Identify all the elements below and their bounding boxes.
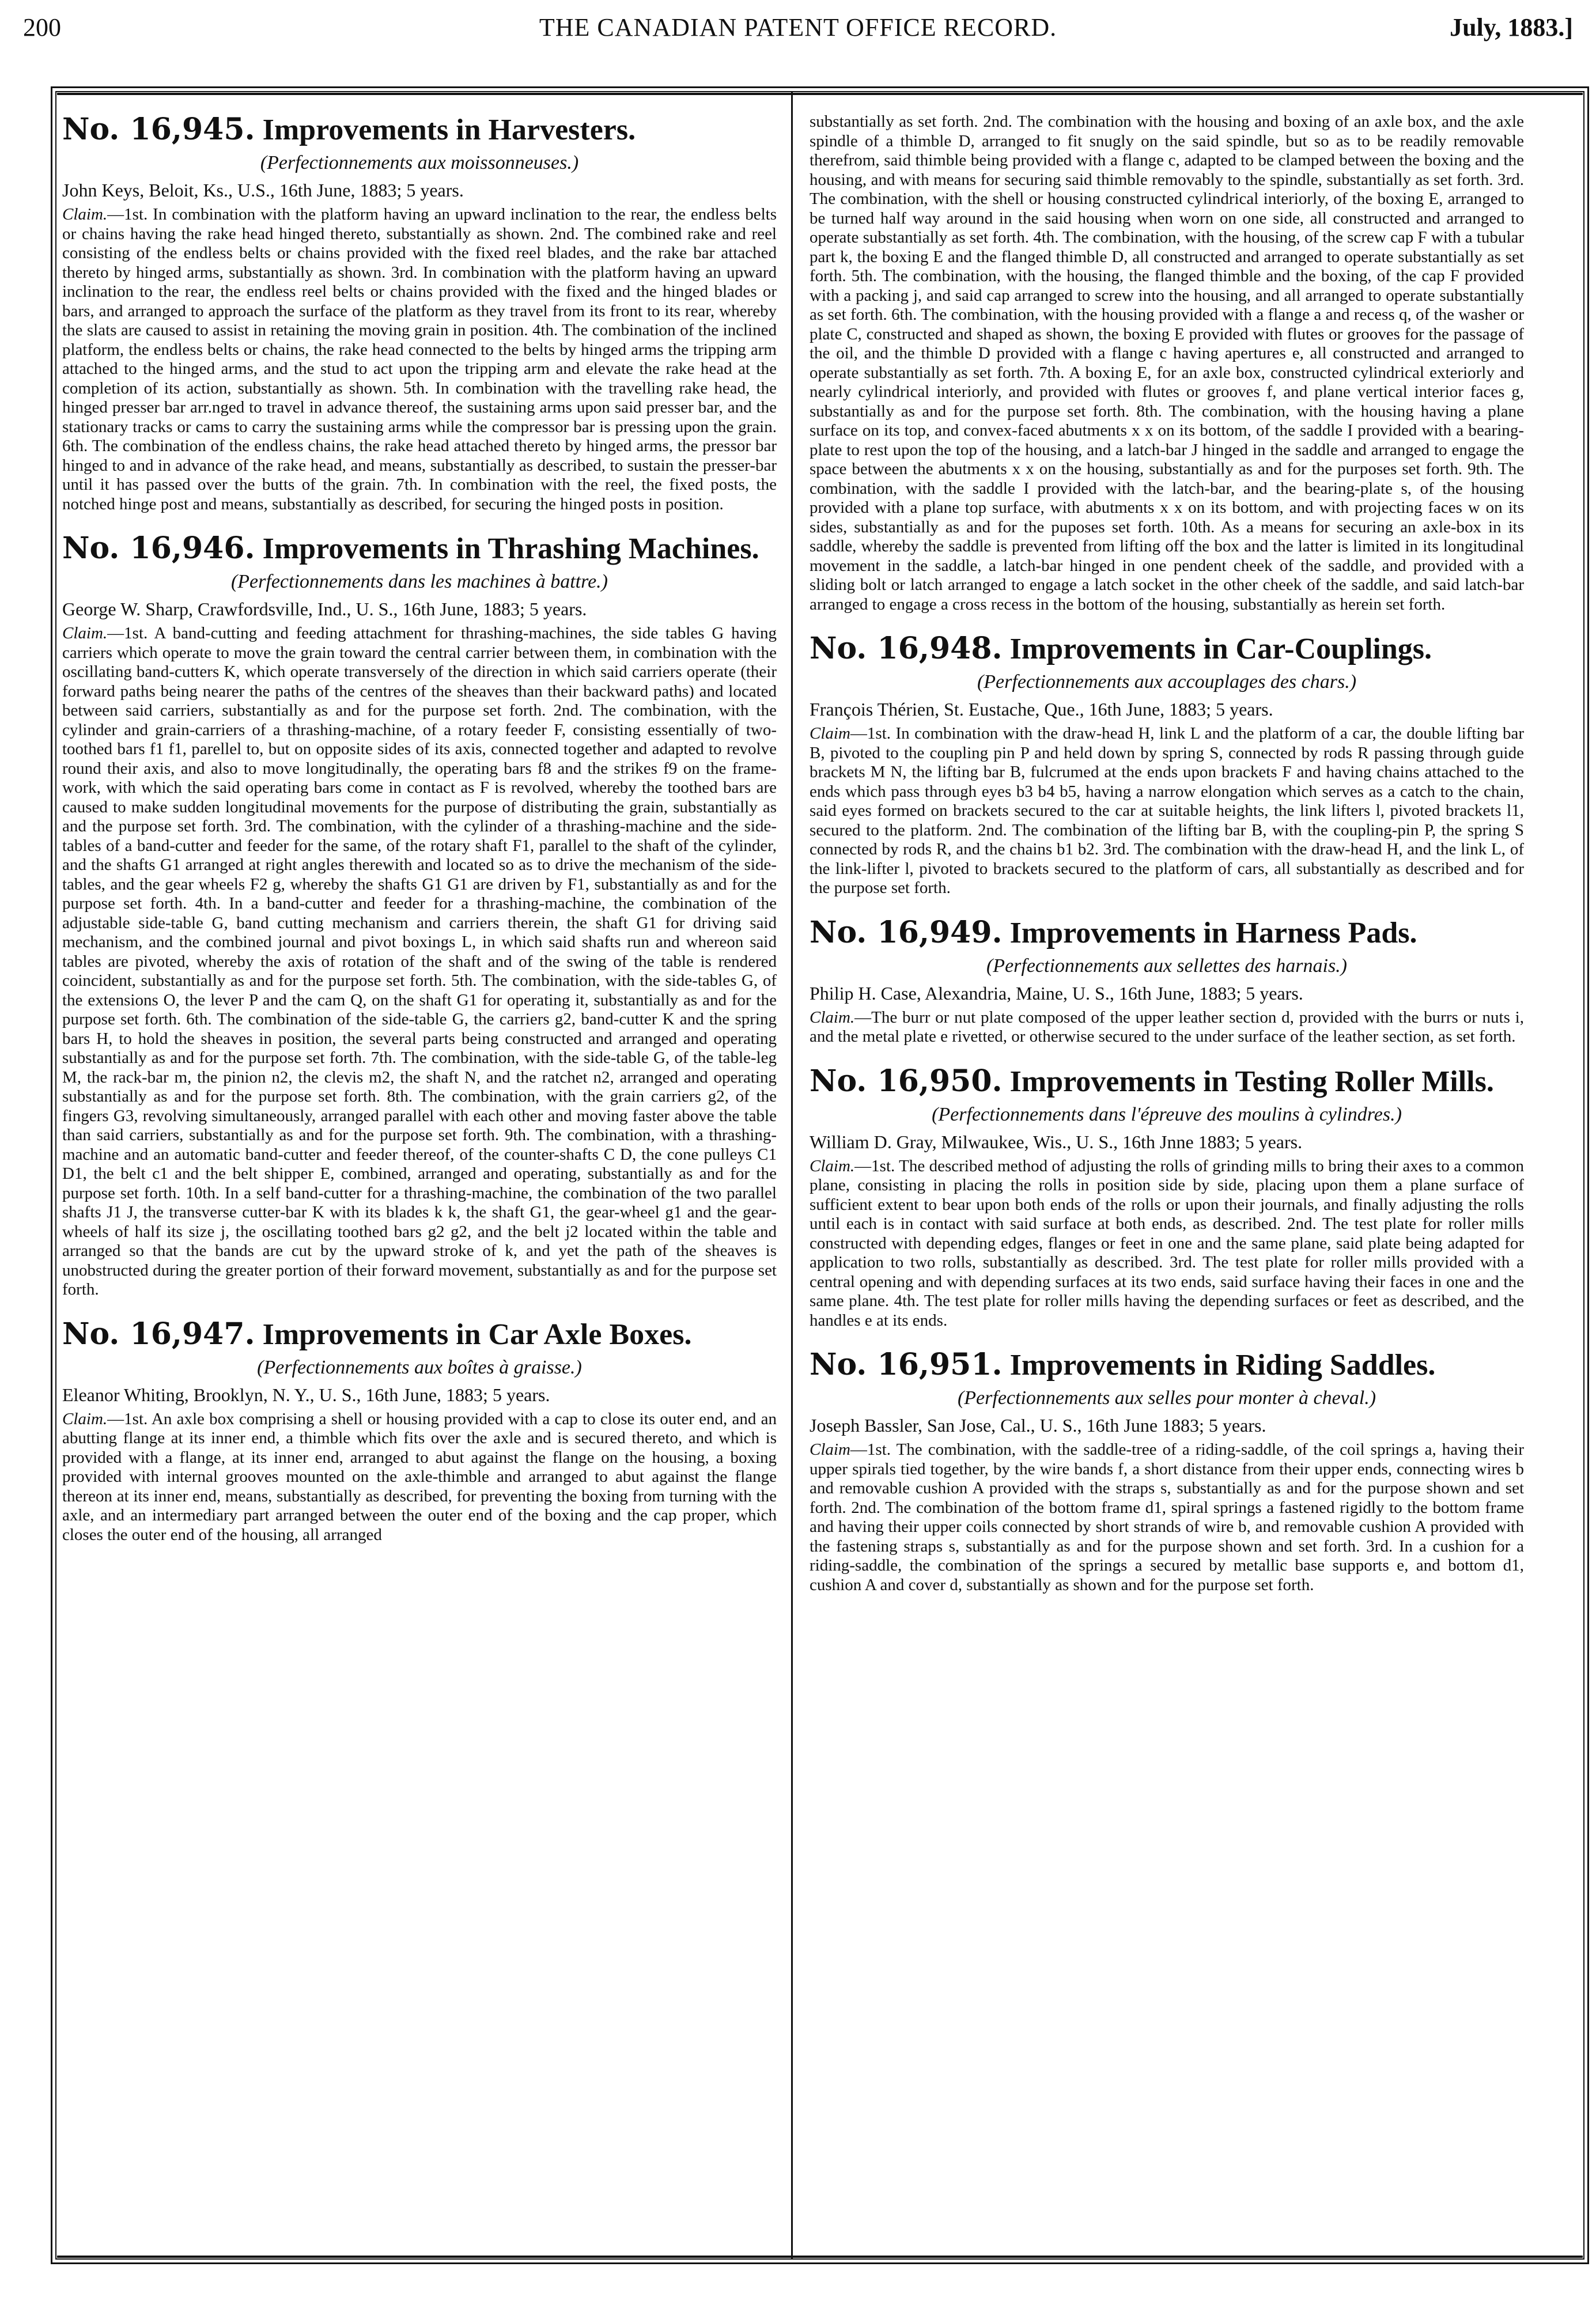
patent-entry [62,531,777,1300]
applicant-line: Philip H. Case, Alexandria, Maine, U. S., 16th June, 1883; 5 years. [810,982,1303,1004]
claim-text [810,724,1524,898]
patent-title: Improvements in Riding Saddles. [1009,1349,1436,1382]
applicant-line: Joseph Bassler, San Jose, Cal., U. S., 16th June 1883; 5 years. [810,1415,1266,1436]
claim-label: Claim [810,724,850,743]
claim-text [810,1008,1524,1047]
claim-body: —1st. An axle box comprising a shell or housing provided with a cap to close its outer end, and an abutting flange at its inner end, a thimble which fits over the axle and is secured thereto, and which is provided with a flange, at its inner end, arranged to abut against the flange on the housing, a boxing provided with internal grooves mounted on the axle-thimble and arranged to abut against the flange thereon at its inner end, means, substantially as described, for preventing the boxing from turning with the axle, and an intermediary part arranged between the outer end of the boxing and the cap proper, which closes the outer end of the housing, all arranged [62,1409,777,1544]
claim-text [62,1410,777,1545]
patent-heading [62,1317,777,1352]
claim-label: Claim. [810,1156,855,1175]
page-number: 200 [23,13,61,41]
french-title: (Perfectionnements aux moissonneuses.) [260,152,579,173]
applicant-line: Eleanor Whiting, Brooklyn, N. Y., U. S., 16th June, 1883; 5 years. [62,1384,550,1405]
patent-heading [810,1064,1524,1099]
right-column [810,112,1524,1612]
patent-title: Improvements in Harvesters. [262,113,636,146]
claim-text [62,624,777,1300]
patent-entry [810,631,1524,898]
patent-number: No. 16,950. [810,1063,1003,1099]
claim-label: Claim. [62,624,108,642]
patent-number: No. 16,947. [62,1316,255,1352]
applicant-line: George W. Sharp, Crawfordsville, Ind., U. S., 16th June, 1883; 5 years. [62,599,587,619]
issue-date: July, 1883.] [1450,13,1573,41]
patent-number: No. 16,951. [810,1347,1003,1382]
patent-entry [62,1317,777,1545]
patent-number: No. 16,948. [810,631,1003,666]
claim-text [810,1440,1524,1595]
patent-title: Improvements in Car Axle Boxes. [262,1318,692,1351]
patent-entry [810,1064,1524,1331]
claim-body: —1st. The described method of adjusting the rolls of grinding mills to bring their axes to a common plane, consisting in placing the rolls in position side by side, placing upon them a plane surface of sufficient extent to bear upon both ends of the rolls or upon their journals, and finally adjusting the rolls until each is in contact with said surface at both ends, as described. 2nd. The test plate for roller mills constructed with depending edges, flanges or feet in one and the same plane, said plate being adapted for application to two rolls, substantially as described. 3rd. The test plate for roller mills provided with a central opening and with depending surfaces at its two ends, said surface having their faces in one and the same plane. 4th. The test plate for roller mills having the depending surfaces or feet as described, and the handles e at its ends. [810,1156,1524,1330]
french-title: (Perfectionnements dans les machines à battre.) [230,571,608,592]
patent-number: No. 16,949. [810,914,1003,950]
publication-title: THE CANADIAN PATENT OFFICE RECORD. [539,13,1057,41]
french-title: (Perfectionnements aux sellettes des harnais.) [986,955,1347,977]
claim-label: Claim. [62,1409,108,1428]
patent-entry [810,915,1524,1047]
left-column [62,112,777,1562]
french-title: (Perfectionnements dans l'épreuve des moulins à cylindres.) [932,1103,1402,1125]
french-title: (Perfectionnements aux boîtes à graisse.) [257,1356,582,1378]
patent-title: Improvements in Car-Couplings. [1009,633,1432,665]
claim-text [810,1157,1524,1331]
patent-heading [62,112,777,147]
claim-label: Claim. [62,205,108,224]
applicant-line: John Keys, Beloit, Ks., U.S., 16th June, 1883; 5 years. [62,180,464,200]
patent-entry [62,112,777,514]
claim-body: —1st. In combination with the platform having an upward inclination to the rear, the endless belts or chains having the rake head hinged thereto, substantially as shown. 2nd. The combined rake and reel consisting of the endless belts or chains provided with the fixed reel blades, and the rake bar attached thereto by hinged arms, substantially as shown. 3rd. In combination with the platform having an upward inclination to the rear, the endless reel belts or chains provided with the fixed and the hinged blades or bars, and arranged to approach the surface of the platform as they travel from its front to its rear, whereby the slats are caused to assist in retaining the moving grain in position. 4th. The combination of the inclined platform, the endless belts or chains, the rake head connected to the belts by hinged arms the tripping arm attached to the hinged arms, and the stud to act upon the tripping arm and elevate the rake head at the completion of its action, substantially as shown. 5th. In combination with the travelling rake head, the hinged presser bar arr.nged to travel in advance thereof, the sustaining arms upon said presser bar, and the stationary tracks or cams to carry the sustaining arms while the compressor bar is pressing upon the grain. 6th. The combination of the endless chains, the rake head attached thereto by hinged arms, the pressor bar hinged to and in advance of the rake head, and means, substantially as described, to sustain the presser-bar until it has passed over the butts of the grain. 7th. In combination with the reel, the fixed posts, the notched hinge post and means, substantially as described, for securing the hinged posts in position. [62,205,777,513]
patent-number: No. 16,945. [62,112,255,147]
patent-title: Improvements in Testing Roller Mills. [1009,1065,1494,1098]
patent-heading [62,531,777,566]
french-title: (Perfectionnements aux selles pour monter à cheval.) [957,1387,1376,1409]
patent-heading [810,915,1524,951]
patent-entry-continued [810,112,1524,614]
claim-label: Claim [810,1440,850,1459]
page-header [23,8,1573,48]
patent-heading [810,631,1524,667]
patent-entry [810,1348,1524,1595]
patent-heading [810,1348,1524,1383]
claim-body: —1st. A band-cutting and feeding attachment for thrashing-machines, the side tables G having carriers which operate to move the grain toward the central carrier between them, in combination with the oscillating band-cutters K, which operate transversely of the direction in which said carriers operate (their forward paths being nearer the paths of the centres of the sheaves than their backward paths) and located between said carriers, substantially as and for the purpose set forth. 2nd. The combination, with the cylinder and grain-carriers of a thrashing-machine, of a rotary feeder F, consisting essentially of two-toothed bars f1 f1, parellel to, but on opposite sides of its axis, connected together and adapted to revolve round their axis, and also to move longitudinally, the operating bars f8 and the strikes f9 on the frame-work, with which the said operating bars come in contact as F is revolved, whereby the toothed bars are caused to make sudden longitudinal movements for the purpose of distributing the grain, substantially as and the purpose set forth. 3rd. The combination, with the cylinder of a thrashing-machine and the side-tables of a band-cutter and feeder for the same, of the rotary shaft F1, parallel to the shaft of the cylinder, and the shafts G1 arranged at right angles therewith and located so as to drive the mechanism of the side-tables, and the gear wheels F2 g, whereby the shafts G1 G1 are driven by F1, substantially as and for the purpose set forth. 4th. In a band-cutter and feeder for a thrashing-machine, the combination of the adjustable side-table G, band cutting mechanism and carriers therein, the shaft G1 for driving said mechanism, and the combined journal and pivot boxings L, in which said shafts run and whereon said tables are pivoted, whereby the axis of rotation of the shaft and of the swing of the table is rendered coincident, substantially as and for the purpose set forth. 5th. The combination, with the side-tables G, of the extensions O, the lever P and the cam Q, on the shaft G1 for operating it, substantially as and for the purpose set forth. 6th. The combination of the side-table G, the carriers g2, band-cutter K and the spring bars H, to hold the sheaves in position, the several parts being constructed and arranged and operating substantially as and for the purpose set forth. 7th. The combination, with the side-table G, of the table-leg M, the rack-bar m, the pinion n2, the clevis m2, the shaft N, and the ratchet n2, arranged and operating substantially as and for the purpose set forth. 8th. The combination, with the grain carriers g2, of the fingers G3, revolving simultaneously, arranged parallel with each other and moving faster above the table than said carriers, substantially as and for the purpose set forth. 9th. The combination, with a thrashing-machine and an automatic band-cutter and feeder thereof, of the counter-shafts C D, the cone pulleys C1 D1, the belt c1 and the belt shipper E, combined, arranged and operating, substantially as and for the purpose set forth. 10th. In a self band-cutter for a thrashing-machine, the combination of the two parallel shafts J1 J, the transverse cutter-bar K with its blades k k, the shaft G1, the gear-wheel g1 and the gear-wheels of half its size j, the oscillating toothed bars g2 g2, and the belt j2 located within the table and arranged so that the bands are cut by the upward stroke of k, and yet the path of the sheaves is unobstructed during the greater portion of their forward movement, substantially as and for the purpose set forth. [62,624,777,1299]
french-title: (Perfectionnements aux accouplages des chars.) [977,671,1357,693]
claim-label: Claim. [810,1008,855,1027]
patent-title: Improvements in Harness Pads. [1009,916,1417,949]
claim-body: —1st. In combination with the draw-head H, link L and the platform of a car, the double lifting bar B, pivoted to the coupling pin P and held down by spring S, connected by rods R passing through guide brackets M N, the lifting bar B, fulcrumed at the ends upon brackets F and having chains attached to the ends which pass through eyes b3 b4 b5, having a narrow elongation which serves as a catch to the chain, said eyes formed on brackets secured to the car at suitable heights, the link lifters l, pivoted brackets l1, secured to the platform. 2nd. The combination of the lifting bar B, with the coupling-pin P, the spring S connected by rods R, and the chains b1 b2. 3rd. The combination with the draw-head H, and the link L, of the link-lifter l, pivoted to brackets secured to the platform of cars, all substantially as described and for the purpose set forth. [810,724,1524,897]
applicant-line: William D. Gray, Milwaukee, Wis., U. S., 16th Jnne 1883; 5 years. [810,1131,1303,1152]
applicant-line: François Thérien, St. Eustache, Que., 16th June, 1883; 5 years. [810,699,1273,720]
column-divider [791,92,793,2258]
patent-title: Improvements in Thrashing Machines. [262,532,759,565]
claim-text [62,205,777,514]
claim-body: —The burr or nut plate composed of the upper leather section d, provided with the burrs or nuts i, and the metal plate e rivetted, or otherwise secured to the under surface of the leather section, as set forth. [810,1008,1524,1046]
claim-text: substantially as set forth. 2nd. The combination with the housing and boxing of an axle box, and the axle spindle of a thimble D, arranged to fit snugly on the said spindle, but so as to be readily removable therefrom, said thimble being provided with a flange c, adapted to be clamped between the boxing and the housing, and with means for securing said thimble removably to the spindle, substantially as set forth. 3rd. The combination, with the shell or housing constructed cylindrical interiorly, of the boxing E, arranged to be turned half way around in the said housing when worn on one side, all constructed and arranged to operate substantially as set forth. 4th. The combination, with the housing, of the screw cap F with a tubular part k, the boxing E and the flanged thimble D, all constructed and arranged to operate substantially as set forth. 5th. The combination, with the housing, the flanged thimble and the boxing, of the cap F provided with a packing j, and said cap arranged to screw into the housing, and all arranged to operate substantially as set forth. 6th. The combination, with the housing provided with a flange a and recess q, of the washer or plate C, constructed and shaped as shown, the boxing E provided with flutes or grooves for the passage of the oil, and the thimble D provided with a flange c having apertures e, all constructed and arranged to operate substantially as set forth. 7th. A boxing E, for an axle box, constructed cylindrical exteriorly and nearly cylindrical interiorly, and provided with flutes or grooves f, and plane vertical interior faces g, substantially as and for the purpose set forth. 8th. The combination, with the housing having a plane surface on its top, and convex-faced abutments x x on its bottom, of the saddle I provided with a bearing-plate to rest upon the top of the housing, and a latch-bar J hinged in the saddle and arranged to engage the space between the abutments x x on the housing, substantially as and for the purposes set forth. 9th. The combination, with the saddle I provided with the latch-bar, and the bearing-plate s, of the housing provided with a plane top surface, with abutments x x on its bottom, and with projecting faces w on its sides, substantially as and for the puposes set forth. 10th. As a means for securing an axle-box in its saddle, whereby the saddle is prevented from lifting off the box and the latter is limited in its longitudinal movement in the saddle, a latch-bar hinged in one pendent cheek of the saddle, and provided with a sliding bolt or latch arranged to engage a latch socket in the other cheek of the saddle, and said latch-bar arranged to engage a cross recess in the bottom of the housing, substantially as herein set forth. [810,112,1524,614]
claim-body: —1st. The combination, with the saddle-tree of a riding-saddle, of the coil springs a, having their upper spirals tied together, by the wire bands f, a short distance from their upper ends, connecting wires b and removable cushion A provided with the straps s, substantially as and for the purpose shown and set forth. 2nd. The combination of the bottom frame d1, spiral springs a fastened rigidly to the bottom frame and having their upper coils connected by short strands of wire b, and removable cushion A provided with the fastening straps s, substantially as and for the purpose shown and set forth. 3rd. In a cushion for a riding-saddle, the combination of the springs a secured by metallic base supports e, and bottom d1, cushion A and cover d, substantially as shown and for the purpose set forth. [810,1440,1524,1594]
patent-number: No. 16,946. [62,531,255,566]
